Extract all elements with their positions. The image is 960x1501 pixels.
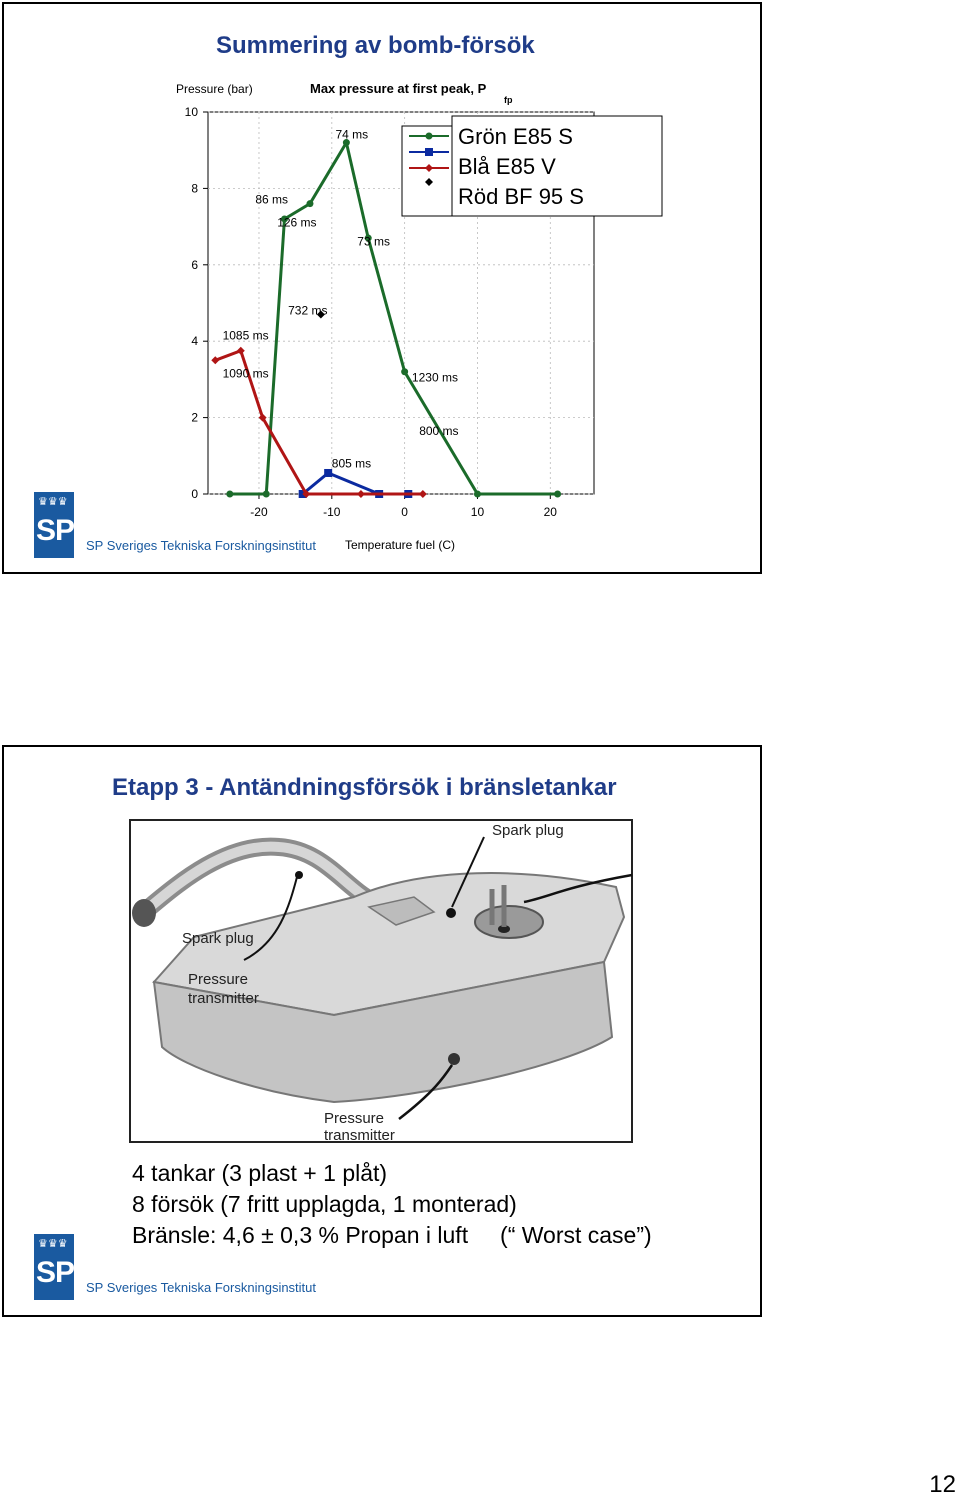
data-point bbox=[425, 148, 433, 156]
sp-logo-mark: ♛♛♛ SP bbox=[34, 1234, 74, 1300]
label-spark-plug-left: Spark plug bbox=[182, 930, 254, 947]
pipe-end bbox=[132, 899, 156, 927]
x-tick-label: 20 bbox=[543, 505, 557, 519]
y-axis-label: Pressure (bar) bbox=[176, 82, 253, 96]
crowns-icon: ♛♛♛ bbox=[38, 496, 68, 508]
annotation-label: 126 ms bbox=[277, 215, 317, 230]
data-point bbox=[474, 491, 481, 498]
y-tick-label: 8 bbox=[191, 181, 198, 196]
y-tick-label: 0 bbox=[191, 487, 198, 501]
data-point bbox=[554, 491, 561, 498]
spark-plug-top-point bbox=[446, 908, 456, 918]
chart-title-subscript: fp bbox=[504, 95, 513, 105]
y-tick-label: 6 bbox=[191, 257, 198, 272]
data-point bbox=[426, 133, 433, 140]
pressure-transmitter-point bbox=[448, 1053, 460, 1065]
annotation-label: 800 ms bbox=[419, 423, 459, 438]
text-line: 8 försök (7 fritt upplagda, 1 monterad) bbox=[132, 1191, 517, 1217]
y-tick-label: 2 bbox=[191, 410, 198, 425]
page-number: 12 bbox=[929, 1471, 956, 1498]
pressure-chart bbox=[4, 4, 764, 574]
annotation-label: 74 ms bbox=[335, 127, 369, 142]
chart-title: Max pressure at first peak, P bbox=[310, 81, 487, 96]
y-tick-label: 10 bbox=[184, 105, 198, 119]
annotation-label: 73 ms bbox=[357, 234, 390, 249]
legend-label: Grön E85 S bbox=[458, 124, 573, 149]
svg-text:transmitter: transmitter bbox=[324, 1127, 395, 1144]
x-tick-label: -20 bbox=[250, 505, 268, 519]
annotation-label: 1085 ms bbox=[222, 328, 269, 343]
annotation-label: 86 ms bbox=[255, 192, 289, 207]
sp-logo bbox=[34, 1234, 334, 1304]
label-spark-plug-top: Spark plug bbox=[492, 822, 564, 839]
sp-logo-text: SP Sveriges Tekniska Forskningsinstitut bbox=[86, 538, 317, 553]
slide-summary bbox=[2, 2, 762, 574]
sp-logo-mark: ♛♛♛ SP bbox=[34, 492, 74, 558]
x-axis-label: Temperature fuel (C) bbox=[344, 538, 456, 552]
slide-etapp3 bbox=[2, 745, 762, 1317]
fuel-tank-diagram bbox=[4, 747, 764, 1147]
label-pressure-transmitter-left: Pressure bbox=[188, 971, 249, 988]
annotation-label: 732 ms bbox=[288, 303, 328, 318]
series-line bbox=[303, 473, 409, 494]
data-point bbox=[211, 356, 219, 364]
annotation-label: 1230 ms bbox=[411, 370, 458, 385]
data-point bbox=[401, 368, 408, 375]
annotation-label: 1090 ms bbox=[222, 366, 269, 381]
data-point bbox=[237, 347, 245, 355]
annotation-label: 805 ms bbox=[331, 456, 372, 471]
x-tick-label: 10 bbox=[470, 505, 485, 519]
legend-label: Röd BF 95 S bbox=[458, 184, 584, 209]
sp-logo bbox=[34, 492, 334, 562]
text-line: 4 tankar (3 plast + 1 plåt) bbox=[132, 1160, 388, 1186]
svg-text:transmitter: transmitter bbox=[188, 990, 259, 1007]
y-tick-label: 4 bbox=[191, 334, 198, 349]
data-point bbox=[306, 200, 313, 207]
data-point bbox=[357, 490, 365, 498]
sp-logo-text: SP Sveriges Tekniska Forskningsinstitut bbox=[86, 1280, 317, 1295]
x-tick-label: -10 bbox=[323, 505, 341, 519]
tank-opening bbox=[475, 906, 543, 938]
crowns-icon: ♛♛♛ bbox=[38, 1238, 68, 1250]
text-line: Bränsle: 4,6 ± 0,3 % Propan i luft (“ Worst case”) bbox=[132, 1222, 652, 1248]
data-point bbox=[419, 490, 427, 498]
slide-title: Summering av bomb-försök bbox=[216, 32, 535, 59]
label-pressure-transmitter-bottom: Pressure bbox=[324, 1110, 385, 1127]
x-tick-label: 0 bbox=[401, 505, 408, 519]
slide-title: Etapp 3 - Antändningsförsök i bränsletankar bbox=[112, 774, 617, 801]
legend-label: Blå E85 V bbox=[458, 154, 556, 179]
